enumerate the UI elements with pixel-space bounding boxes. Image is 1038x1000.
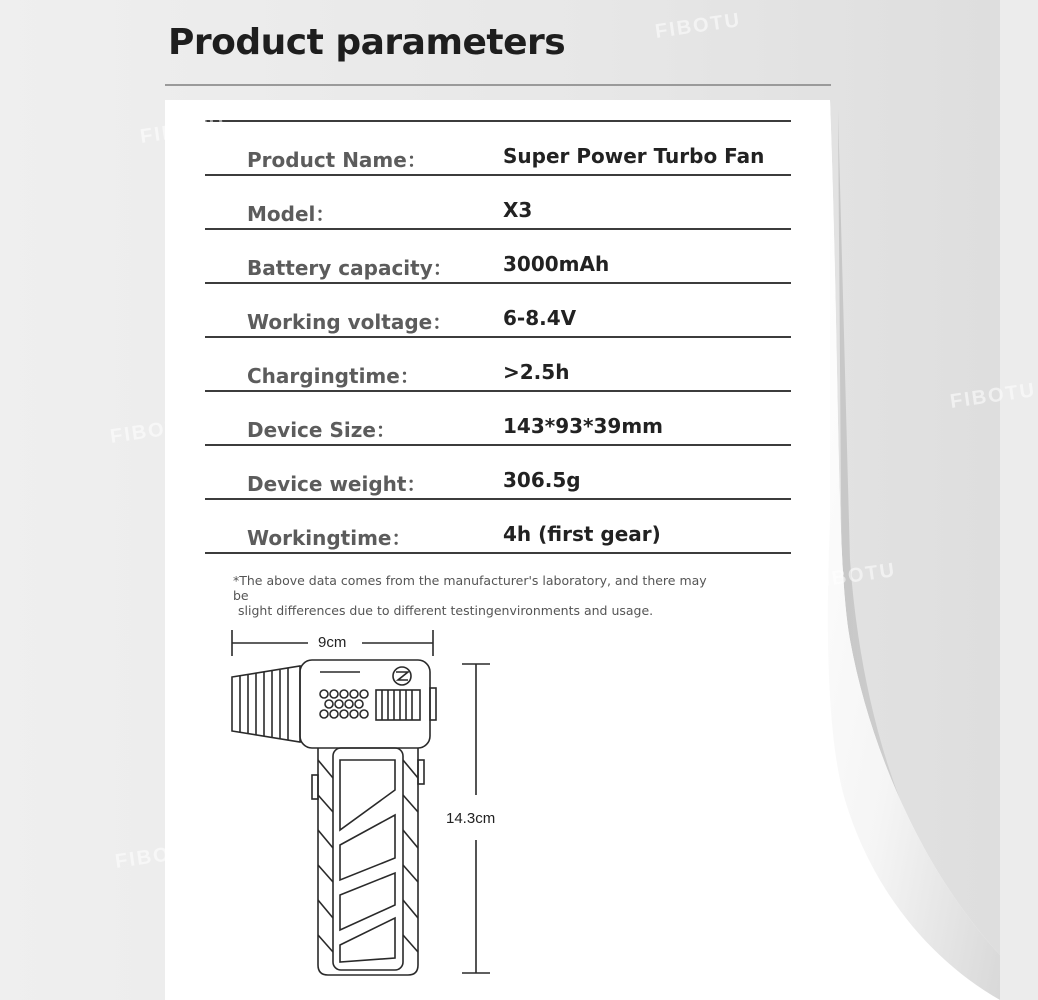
- spec-value: >2.5h: [503, 360, 570, 384]
- note-line-1: *The above data comes from the manufacturer's laboratory, and there may be: [233, 573, 707, 603]
- side-button: [418, 760, 424, 784]
- spec-value: 4h (first gear): [503, 522, 661, 546]
- spec-label: Device Size：: [247, 418, 396, 442]
- spec-value: Super Power Turbo Fan: [503, 144, 765, 168]
- watermark: FIBOTU: [808, 559, 898, 593]
- watermark: FIBOTU: [108, 414, 198, 448]
- spec-label: Chargingtime：: [247, 364, 420, 388]
- watermark: FIBOTU: [138, 114, 228, 148]
- spec-value: 6-8.4V: [503, 306, 577, 330]
- watermark: FIBOTU: [653, 9, 743, 43]
- nozzle: [232, 666, 300, 742]
- watermark: FIBOTU: [113, 839, 203, 873]
- side-button: [430, 688, 436, 720]
- spec-label: Device weight：: [247, 472, 427, 496]
- spec-label: Model：: [247, 202, 336, 226]
- page-title: Product parameters: [168, 22, 566, 63]
- side-button: [312, 775, 318, 799]
- watermark: FIBOTU: [768, 854, 858, 888]
- height-label: 14.3cm: [446, 810, 496, 827]
- spec-label: Workingtime：: [247, 526, 412, 550]
- spec-value: X3: [503, 198, 533, 222]
- spec-value: 306.5g: [503, 468, 581, 492]
- note-line-2: slight differences due to different testingenvironments and usage.: [238, 603, 654, 618]
- spec-label: Product Name：: [247, 148, 427, 172]
- width-label: 9cm: [318, 634, 347, 651]
- spec-label: Battery capacity：: [247, 256, 453, 280]
- spec-label: Working voltage：: [247, 310, 453, 334]
- watermark: FIBOTU: [948, 379, 1038, 413]
- spec-value: 143*93*39mm: [503, 414, 664, 438]
- spec-value: 3000mAh: [503, 252, 610, 276]
